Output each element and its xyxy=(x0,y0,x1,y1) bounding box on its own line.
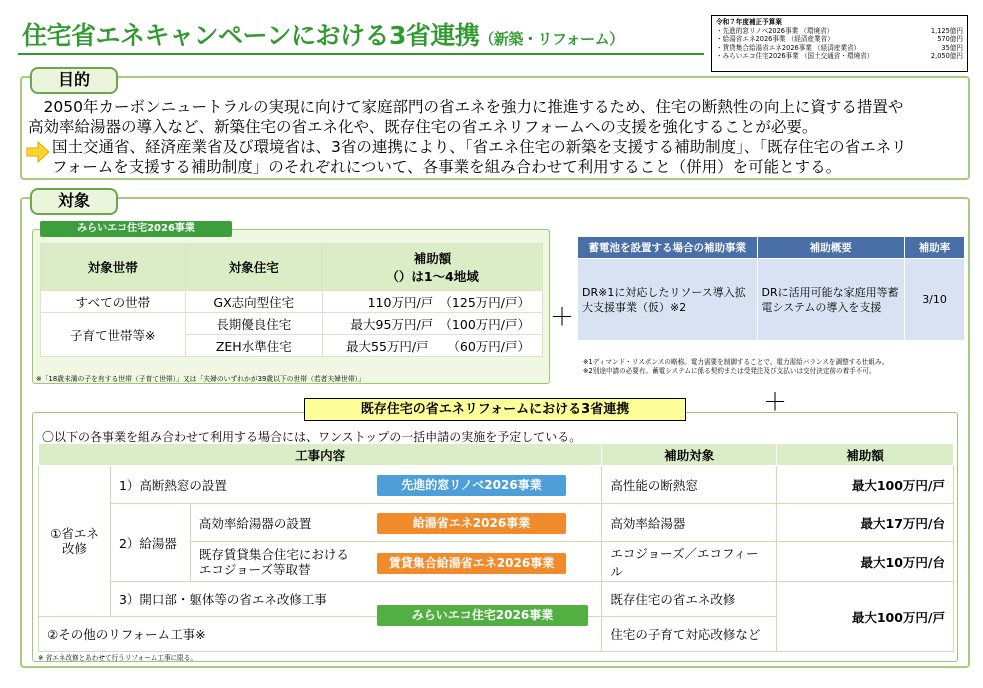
renovation-description: 〇以下の各事業を組み合わせて利用する場合には、ワンストップの一括申請の実施を予定している。 xyxy=(42,430,582,444)
battery-footnote: ※2別途申請の必要有。蓄電システムに係る契約または受発注及び支払いは交付決定前の着手不可。 xyxy=(583,367,876,375)
table-header-row xyxy=(39,444,954,466)
budget-row-name: ・みらいエコ住宅2026事業 （国土交通省・環境省） xyxy=(716,52,874,61)
budget-row xyxy=(716,35,963,44)
subsidy-target-cell: 高効率給湯器 xyxy=(602,504,777,542)
battery-rate-cell: 3/10 xyxy=(905,259,965,341)
budget-row-name: ・賃貸集合給湯省エネ2026事業 （経済産業省） xyxy=(716,43,861,52)
house-cell: ZEH水準住宅 xyxy=(185,335,323,357)
subsidy-target-cell: 高性能の断熱窓 xyxy=(602,466,777,504)
col-header-amount xyxy=(323,244,543,291)
household-cell: 子育て世帯等※ xyxy=(41,313,186,357)
amount-header-subtext: （）は1～4地域 xyxy=(386,269,479,284)
work-item-cell: 高効率給湯器の設置 xyxy=(190,504,601,542)
plus-sign: ＋ xyxy=(763,388,787,416)
purpose-line: 国土交通省、経済産業省及び環境省は、3省の連携により、「省エネ住宅の新築を支援する補助制度」、「既存住宅の省エネリ xyxy=(52,138,907,156)
col-header-summary: 補助概要 xyxy=(757,237,905,259)
budget-box xyxy=(711,15,968,72)
budget-row xyxy=(716,27,963,36)
arrow-right-icon xyxy=(26,141,50,163)
mirai-eco-table xyxy=(40,243,543,357)
amount-cell: 最大95万円/戸 （100万円/戸） xyxy=(323,313,543,335)
work-item-line: 既存賃貸集合住宅における xyxy=(198,546,349,562)
col-header-household: 対象世帯 xyxy=(41,244,186,291)
col-header-project: 蓄電池を設置する場合の補助事業 xyxy=(578,237,758,259)
purpose-line: 2050年カーボンニュートラルの実現に向けて家庭部門の省エネを強力に推進するため、住宅の断熱性の向上に資する措置や xyxy=(28,98,904,116)
subsidy-target-cell: 住宅の子育て対応改修など xyxy=(602,617,777,652)
budget-row-name: ・先進的窓リノベ2026事業 （環境省） xyxy=(716,26,834,35)
subsidy-amount-cell: 最大100万円/戸 xyxy=(777,466,954,504)
work-item-cell: 1）高断熱窓の設置 xyxy=(110,466,601,504)
target-tab: 対象 xyxy=(30,188,118,215)
battery-table xyxy=(577,236,965,341)
amount-header-text: 補助額 xyxy=(413,251,452,266)
purpose-tab: 目的 xyxy=(30,67,118,94)
renovation-footnote: ※ 省エネ改修とあわせて行うリフォーム工事に限る。 xyxy=(38,654,197,662)
table-header-row xyxy=(41,244,543,291)
program-badge-water-heater: 給湯省エネ2026事業 xyxy=(377,513,566,534)
household-cell: すべての世帯 xyxy=(41,291,186,313)
title-sub: （新築・リフォーム） xyxy=(479,30,624,48)
col-header-rate: 補助率 xyxy=(905,237,965,259)
budget-row-name: ・給湯省エネ2026事業 （経済産業省） xyxy=(716,35,834,44)
house-cell: 長期優良住宅 xyxy=(185,313,323,335)
table-header-row xyxy=(578,237,965,259)
category-cell: ①省エネ改修 xyxy=(39,466,111,617)
table-row xyxy=(41,313,543,335)
battery-project-cell: DR※1に対応したリソース導入拡大支援事業（仮）※2 xyxy=(578,259,758,341)
purpose-line: フォームを支援する補助制度」のそれぞれについて、各事業を組み合わせて利用すること（併用）を可能とする。 xyxy=(52,158,842,176)
battery-footnotes xyxy=(583,358,889,376)
mirai-eco-tab: みらいエコ住宅2026事業 xyxy=(40,221,232,237)
subsidy-target-cell: 既存住宅の省エネ改修 xyxy=(602,582,777,617)
budget-row-amount: 1,125億円 xyxy=(930,26,963,35)
budget-heading: 令和７年度補正予算案 xyxy=(716,18,782,26)
subsidy-amount-cell: 最大10万円/台 xyxy=(777,542,954,582)
col-header-work: 工事内容 xyxy=(39,444,602,466)
work-item-cell: 3）開口部・躯体等の省エネ改修工事 xyxy=(110,582,601,617)
budget-row-amount: 2,050億円 xyxy=(930,52,963,61)
col-header-amount: 補助額 xyxy=(777,444,954,466)
budget-row-amount: 570億円 xyxy=(937,35,963,44)
subsidy-amount-cell: 最大17万円/台 xyxy=(777,504,954,542)
page-title xyxy=(22,16,624,52)
title-main: 住宅省エネキャンペーンにおける3省連携 xyxy=(22,21,480,50)
plus-sign: ＋ xyxy=(550,303,574,331)
col-header-house: 対象住宅 xyxy=(185,244,323,291)
renovation-banner: 既存住宅の省エネリフォームにおける3省連携 xyxy=(304,398,686,421)
subcategory-cell: 2）給湯器 xyxy=(110,504,190,582)
amount-cell: 110万円/戸 （125万円/戸） xyxy=(323,291,543,313)
mirai-eco-footnote: ※「18歳未満の子を有する世帯（子育て世帯）」又は「夫婦のいずれかが39歳以下の世帯（若者夫婦世帯）」 xyxy=(36,375,365,383)
work-item-line: エコジョーズ等取替 xyxy=(198,561,311,577)
amount-cell: 最大55万円/戸 （60万円/戸） xyxy=(323,335,543,357)
table-row xyxy=(41,291,543,313)
col-header-target: 補助対象 xyxy=(602,444,777,466)
subsidy-target-cell: エコジョーズ／エコフィール xyxy=(602,542,777,582)
title-underline xyxy=(18,53,704,55)
purpose-line: 高効率給湯器の導入など、新築住宅の省エネ化や、既存住宅の省エネリフォームへの支援を強化することが必要。 xyxy=(28,118,818,136)
budget-row-amount: 35億円 xyxy=(941,43,963,52)
battery-summary-cell: DRに活用可能な家庭用等蓄電システムの導入を支援 xyxy=(757,259,905,341)
program-badge-window-renovation: 先進的窓リノベ2026事業 xyxy=(377,475,566,496)
program-badge-rental-water-heater: 賃貸集合給湯省エネ2026事業 xyxy=(377,553,566,574)
program-badge-mirai-eco: みらいエコ住宅2026事業 xyxy=(377,605,588,626)
budget-row xyxy=(716,52,963,61)
subsidy-amount-cell: 最大100万円/戸 xyxy=(777,582,954,652)
battery-footnote: ※1ディマンド・リスポンスの略称。電力需要を制御することで、電力需給バランスを調整する仕組み。 xyxy=(583,358,889,366)
work-item-cell: ②その他のリフォーム工事※ xyxy=(39,617,602,652)
house-cell: GX志向型住宅 xyxy=(185,291,323,313)
table-row xyxy=(578,259,965,341)
